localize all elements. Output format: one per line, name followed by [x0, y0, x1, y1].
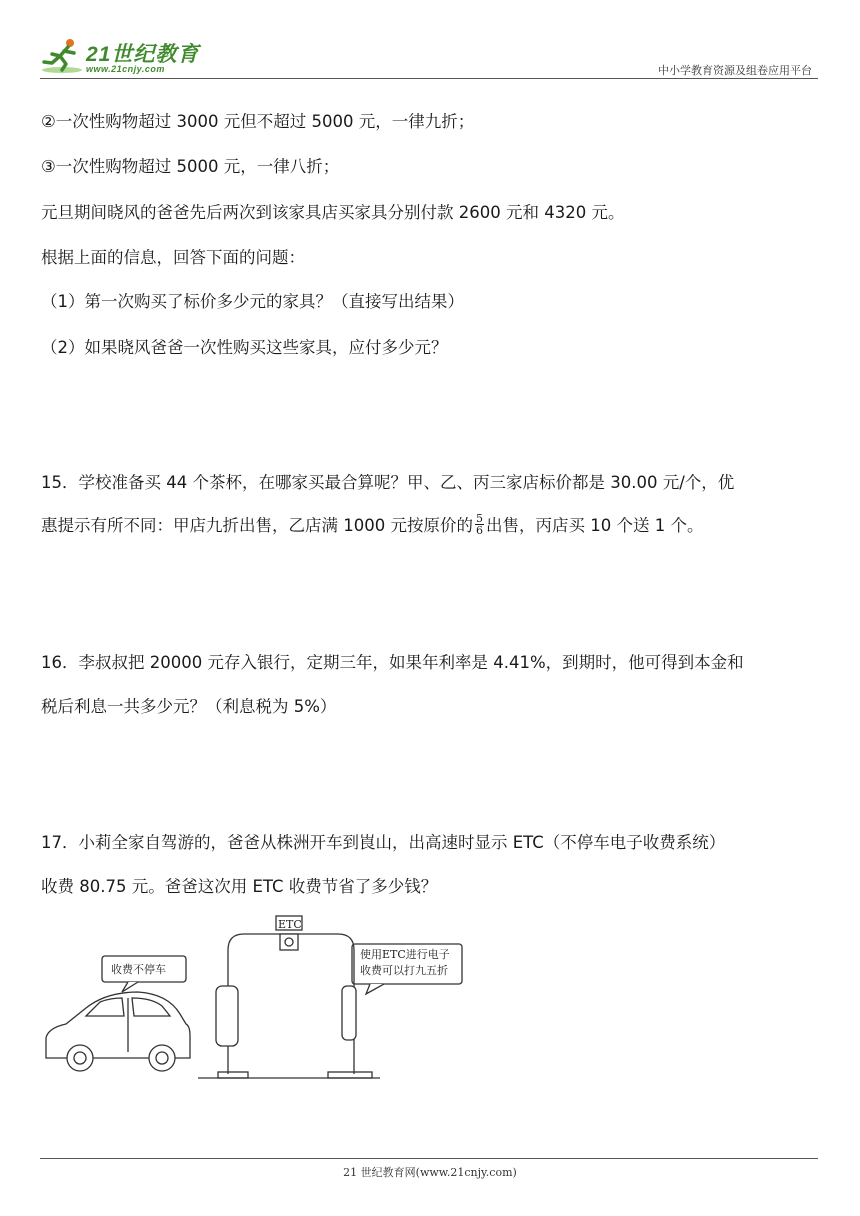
sub-question-2: （2）如果晓风爸爸一次性购买这些家具，应付多少元？: [41, 338, 448, 357]
rule-3: ③一次性购物超过 5000 元，一律八折；: [41, 157, 340, 176]
rule-2: ②一次性购物超过 3000 元但不超过 5000 元，一律九折；: [41, 112, 475, 131]
gate-speech-bubble-line-1: 使用ETC进行电子: [360, 948, 450, 961]
etc-scene-drawing: [40, 912, 480, 1090]
footer-divider: [40, 1158, 818, 1159]
question-17-line-1: 17．小莉全家自驾游的，爸爸从株洲开车到崀山，出高速时显示 ETC（不停车电子收费系统）: [41, 833, 726, 852]
question-16-line-2: 税后利息一共多少元？（利息税为 5%）: [41, 697, 337, 716]
platform-name: 中小学教育资源及组卷应用平台: [658, 64, 812, 77]
gate-speech-bubble-line-2: 收费可以打九五折: [360, 964, 448, 977]
purchase-info: 元旦期间晓风的爸爸先后两次到该家具店买家具分别付款 2600 元和 4320 元。: [41, 203, 625, 222]
question-15-text-a: 惠提示有所不同：甲店九折出售，乙店满 1000 元按原价的: [41, 516, 473, 535]
etc-illustration: [40, 912, 480, 1090]
logo-url: www.21cnjy.com: [86, 64, 165, 74]
sub-question-1: （1）第一次购买了标价多少元的家具？（直接写出结果）: [41, 292, 464, 311]
runner-icon: [40, 36, 86, 76]
question-17-line-2: 收费 80.75 元。爸爸这次用 ETC 收费节省了多少钱？: [41, 877, 438, 896]
question-15-line-2: [41, 514, 826, 538]
header-divider: [40, 78, 818, 79]
instruction: 根据上面的信息，回答下面的问题：: [41, 248, 305, 267]
fraction-numerator: 5: [475, 512, 483, 525]
logo-text: 21世纪教育: [86, 43, 200, 66]
page-footer: 21 世纪教育网(www.21cnjy.com): [343, 1166, 517, 1179]
question-15-text-b: 出售，丙店买 10 个送 1 个。: [485, 516, 704, 535]
car-speech-bubble: 收费不停车: [111, 963, 166, 976]
fraction-five-sixths: [475, 513, 484, 536]
site-logo: [40, 36, 210, 78]
fraction-denominator: 6: [475, 524, 483, 537]
page-header: [40, 30, 818, 80]
question-16-line-1: 16．李叔叔把 20000 元存入银行，定期三年，如果年利率是 4.41%，到期时，他可得到本金和: [41, 653, 744, 672]
etc-sign: ETC: [278, 918, 302, 931]
question-15-line-1: 15．学校准备买 44 个茶杯，在哪家买最合算呢？甲、乙、丙三家店标价都是 30.00 元/个，优: [41, 473, 735, 492]
